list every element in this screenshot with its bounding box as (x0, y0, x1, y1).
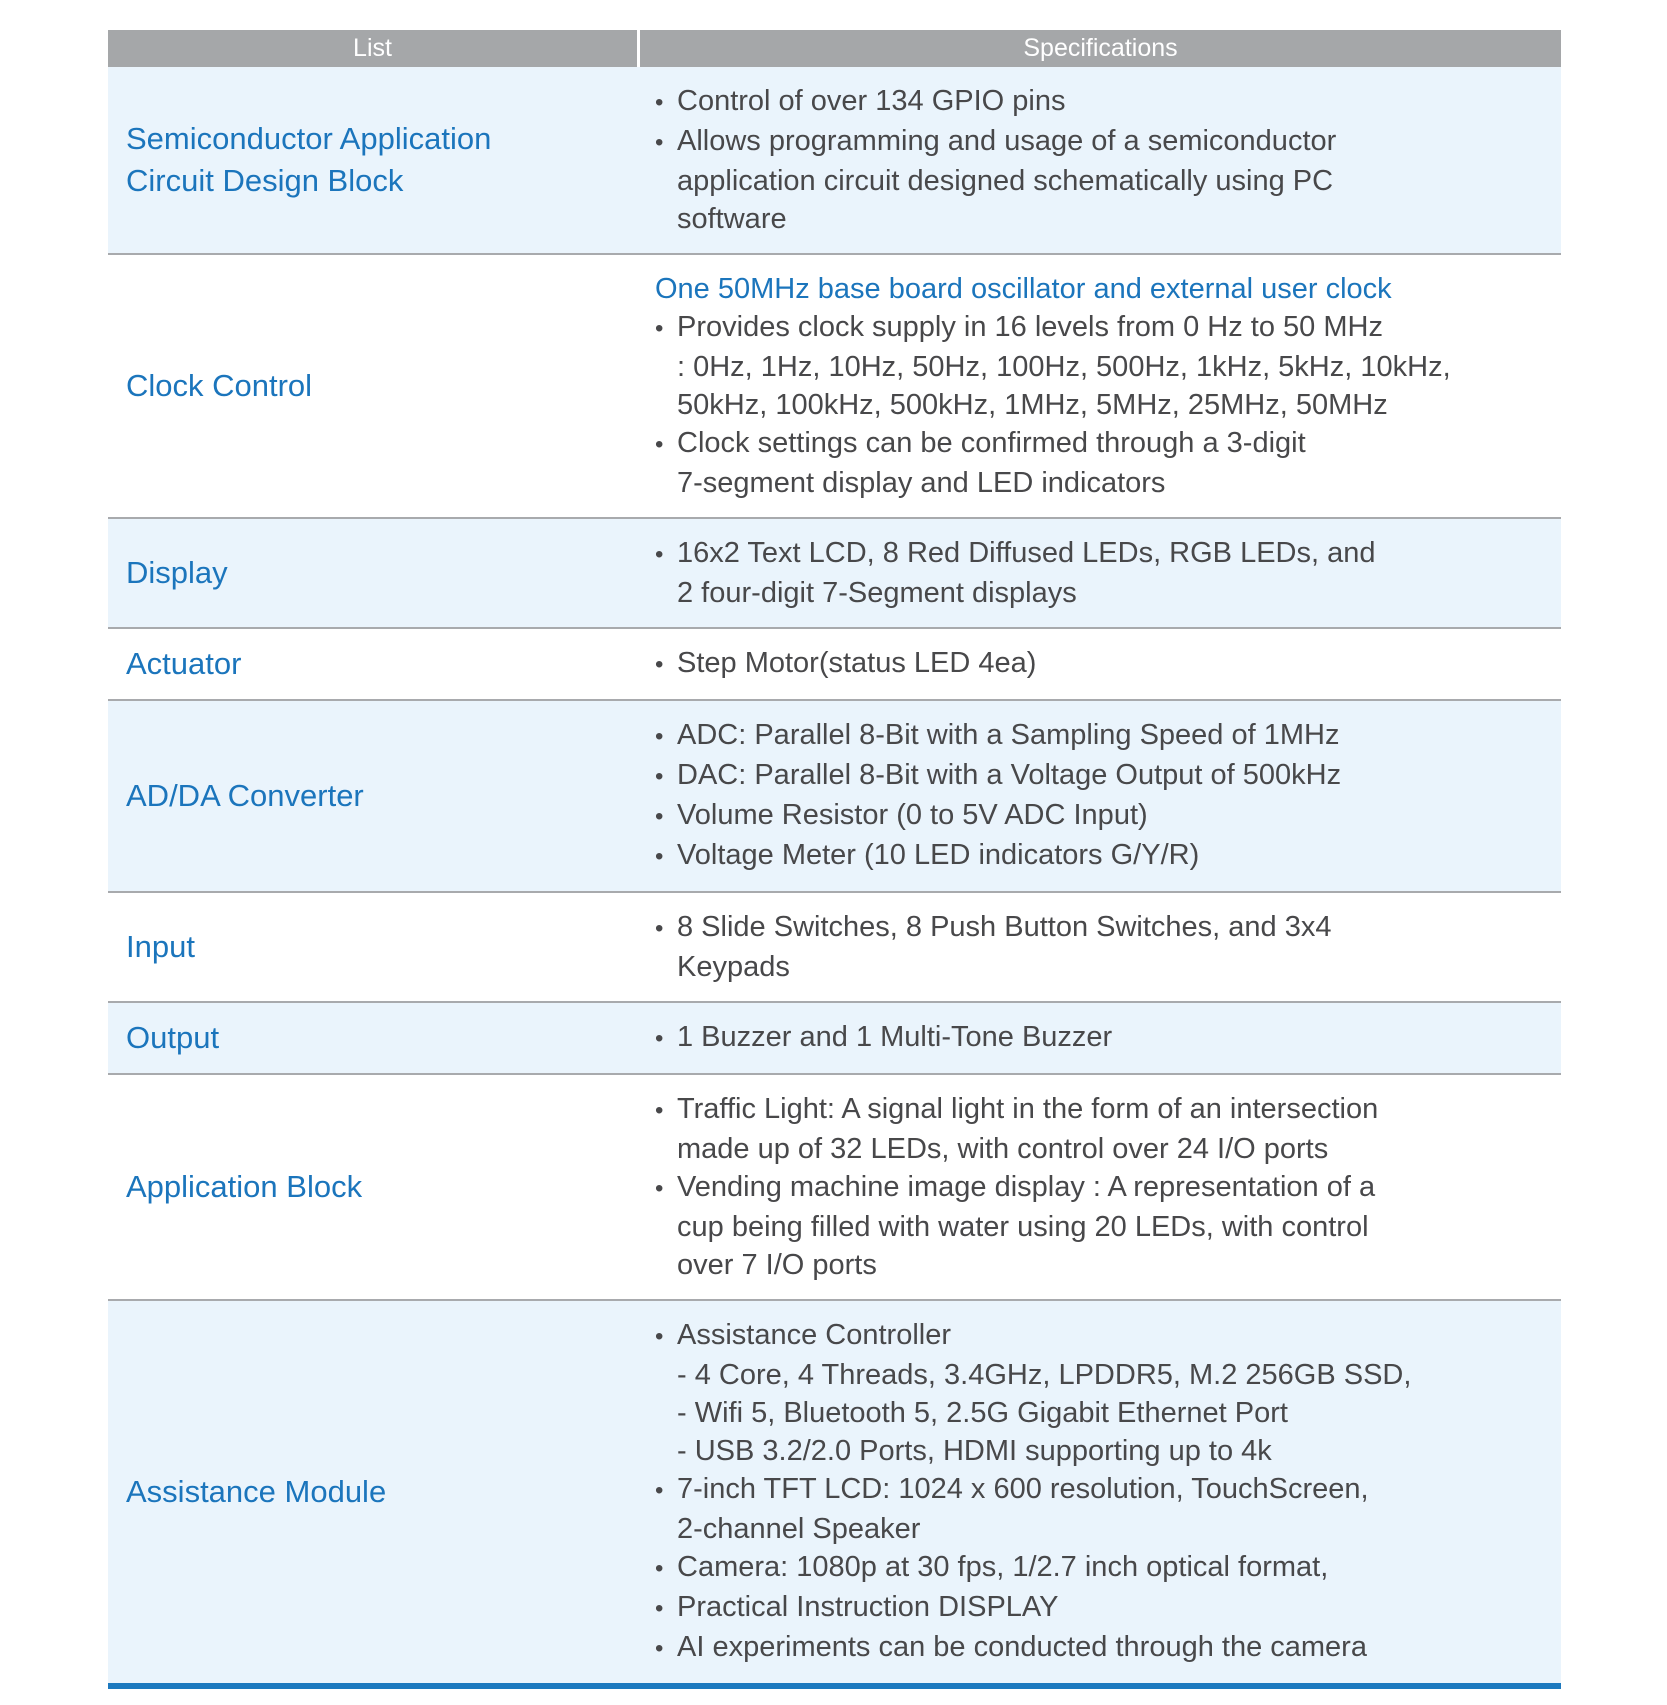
bullet-icon: • (655, 763, 664, 790)
bullet-icon: • (655, 89, 664, 116)
row-specifications (640, 893, 1561, 1001)
spec-line-text: Voltage Meter (10 LED indicators G/Y/R) (677, 839, 1200, 871)
spec-line (640, 574, 1553, 612)
row-specifications (640, 1301, 1561, 1683)
table-row (108, 1001, 1561, 1073)
table-row (108, 67, 1561, 253)
spec-line-text: 2 four-digit 7-Segment displays (677, 577, 1077, 609)
row-label (108, 1075, 640, 1299)
header-cell-list: List (108, 30, 640, 67)
row-label-line: Actuator (126, 646, 242, 681)
spec-line (640, 1356, 1553, 1394)
spec-line (640, 162, 1553, 200)
spec-line (640, 1316, 1553, 1356)
spec-line-text: Traffic Light: A signal light in the form of an intersection (677, 1093, 1379, 1125)
spec-line (640, 348, 1553, 386)
spec-line (640, 200, 1553, 238)
spec-line (640, 1130, 1553, 1168)
table-row (108, 1299, 1561, 1683)
row-label (108, 67, 640, 253)
spec-line-text: over 7 I/O ports (677, 1249, 877, 1281)
spec-line-text: DAC: Parallel 8-Bit with a Voltage Output of 500kHz (677, 759, 1342, 791)
spec-line-text: Clock settings can be confirmed through a 3-digit (677, 427, 1306, 459)
table-row (108, 253, 1561, 517)
spec-line-text: ADC: Parallel 8-Bit with a Sampling Speed of 1MHz (677, 719, 1340, 751)
spec-line (640, 644, 1553, 684)
spec-line-text: - 4 Core, 4 Threads, 3.4GHz, LPDDR5, M.2 256GB SSD, (677, 1359, 1412, 1391)
spec-line-text: Assistance Controller (677, 1319, 951, 1351)
bullet-icon: • (655, 1635, 664, 1662)
table-row (108, 517, 1561, 627)
row-label-line: Assistance Module (126, 1474, 387, 1509)
row-label-line: Output (126, 1020, 220, 1055)
row-specifications (640, 1003, 1561, 1073)
spec-line (640, 1588, 1553, 1628)
row-specifications (640, 1075, 1561, 1299)
bullet-icon: • (655, 431, 664, 458)
row-label (108, 893, 640, 1001)
bullet-icon: • (655, 1477, 664, 1504)
row-specifications (640, 67, 1561, 253)
table-body (108, 67, 1561, 1683)
spec-line-text: cup being filled with water using 20 LEDs, with control (677, 1211, 1369, 1243)
spec-line (640, 534, 1553, 574)
header-cell-specifications: Specifications (1023, 34, 1178, 62)
spec-line-text: Camera: 1080p at 30 fps, 1/2.7 inch optical format, (677, 1551, 1329, 1583)
bullet-icon: • (655, 723, 664, 750)
spec-line (640, 1246, 1553, 1284)
spec-line (640, 308, 1553, 348)
spec-line (640, 82, 1553, 122)
spec-line-text: Vending machine image display : A representation of a (677, 1171, 1376, 1203)
spec-line (640, 424, 1553, 464)
row-specifications (640, 255, 1561, 517)
row-label-line: Application Block (126, 1169, 363, 1204)
table-row (108, 627, 1561, 699)
row-label (108, 1003, 640, 1073)
row-label-line: Display (126, 555, 228, 590)
spec-line-text: 50kHz, 100kHz, 500kHz, 1MHz, 5MHz, 25MHz, 50MHz (677, 389, 1388, 421)
bullet-icon: • (655, 1097, 664, 1124)
spec-line (640, 1090, 1553, 1130)
spec-line-text: - USB 3.2/2.0 Ports, HDMI supporting up to 4k (677, 1435, 1272, 1467)
spec-line-text: Allows programming and usage of a semiconductor (677, 125, 1337, 157)
spec-line-text: 8 Slide Switches, 8 Push Button Switches, and 3x4 (677, 911, 1332, 943)
spec-table (108, 30, 1561, 1689)
bullet-icon: • (655, 541, 664, 568)
spec-line-text: Keypads (677, 951, 790, 983)
spec-line-text: 16x2 Text LCD, 8 Red Diffused LEDs, RGB LEDs, and (677, 537, 1376, 569)
spec-line (640, 122, 1553, 162)
table-header-row (108, 30, 1561, 67)
spec-line-text: 1 Buzzer and 1 Multi-Tone Buzzer (677, 1021, 1113, 1053)
spec-line (640, 948, 1553, 986)
table-row (108, 699, 1561, 891)
spec-line (640, 1548, 1553, 1588)
spec-line (640, 756, 1553, 796)
table-row (108, 1073, 1561, 1299)
bullet-icon: • (655, 1323, 664, 1350)
spec-line-text: AI experiments can be conducted through the camera (677, 1631, 1367, 1663)
spec-line-text: made up of 32 LEDs, with control over 24 I/O ports (677, 1133, 1329, 1165)
spec-line-text: One 50MHz base board oscillator and external user clock (655, 273, 1392, 305)
spec-line-text: Volume Resistor (0 to 5V ADC Input) (677, 799, 1148, 831)
bullet-icon: • (655, 315, 664, 342)
bullet-icon: • (655, 1555, 664, 1582)
bullet-icon: • (655, 651, 664, 678)
row-label-line: AD/DA Converter (126, 778, 364, 813)
row-specifications (640, 629, 1561, 699)
spec-line-text: - Wifi 5, Bluetooth 5, 2.5G Gigabit Ethernet Port (677, 1397, 1288, 1429)
spec-line (640, 386, 1553, 424)
spec-line-text: 7-segment display and LED indicators (677, 467, 1166, 499)
spec-line (640, 1168, 1553, 1208)
bullet-icon: • (655, 1595, 664, 1622)
row-label (108, 1301, 640, 1683)
spec-line (640, 1470, 1553, 1510)
spec-line-text: 7-inch TFT LCD: 1024 x 600 resolution, TouchScreen, (677, 1473, 1369, 1505)
row-label (108, 629, 640, 699)
spec-line (640, 1432, 1553, 1470)
row-specifications (640, 519, 1561, 627)
spec-line-text: 2-channel Speaker (677, 1513, 921, 1545)
row-label-line: Input (126, 929, 195, 964)
bullet-icon: • (655, 129, 664, 156)
bullet-icon: • (655, 915, 664, 942)
spec-line-text: software (677, 203, 787, 235)
spec-line-text: Provides clock supply in 16 levels from 0 Hz to 50 MHz (677, 311, 1383, 343)
spec-line (640, 796, 1553, 836)
spec-line (640, 1394, 1553, 1432)
row-label (108, 255, 640, 517)
spec-headline (640, 270, 1553, 308)
row-label (108, 519, 640, 627)
row-label-line: Clock Control (126, 368, 313, 403)
spec-line (640, 1018, 1553, 1058)
row-label (108, 701, 640, 891)
row-label-line: Circuit Design Block (126, 163, 404, 198)
table-row (108, 891, 1561, 1001)
bullet-icon: • (655, 843, 664, 870)
spec-line (640, 716, 1553, 756)
spec-line (640, 464, 1553, 502)
bullet-icon: • (655, 1025, 664, 1052)
spec-line (640, 1208, 1553, 1246)
spec-line-text: Step Motor(status LED 4ea) (677, 647, 1037, 679)
spec-line-text: Control of over 134 GPIO pins (677, 85, 1066, 117)
spec-line (640, 908, 1553, 948)
row-specifications (640, 701, 1561, 891)
row-label-line: Semiconductor Application (126, 121, 492, 156)
bullet-icon: • (655, 803, 664, 830)
spec-line-text: application circuit designed schematically using PC (677, 165, 1334, 197)
spec-line (640, 836, 1553, 876)
bullet-icon: • (655, 1175, 664, 1202)
spec-line-text: : 0Hz, 1Hz, 10Hz, 50Hz, 100Hz, 500Hz, 1kHz, 5kHz, 10kHz, (677, 351, 1451, 383)
spec-line (640, 1510, 1553, 1548)
spec-line (640, 1628, 1553, 1668)
spec-line-text: Practical Instruction DISPLAY (677, 1591, 1059, 1623)
